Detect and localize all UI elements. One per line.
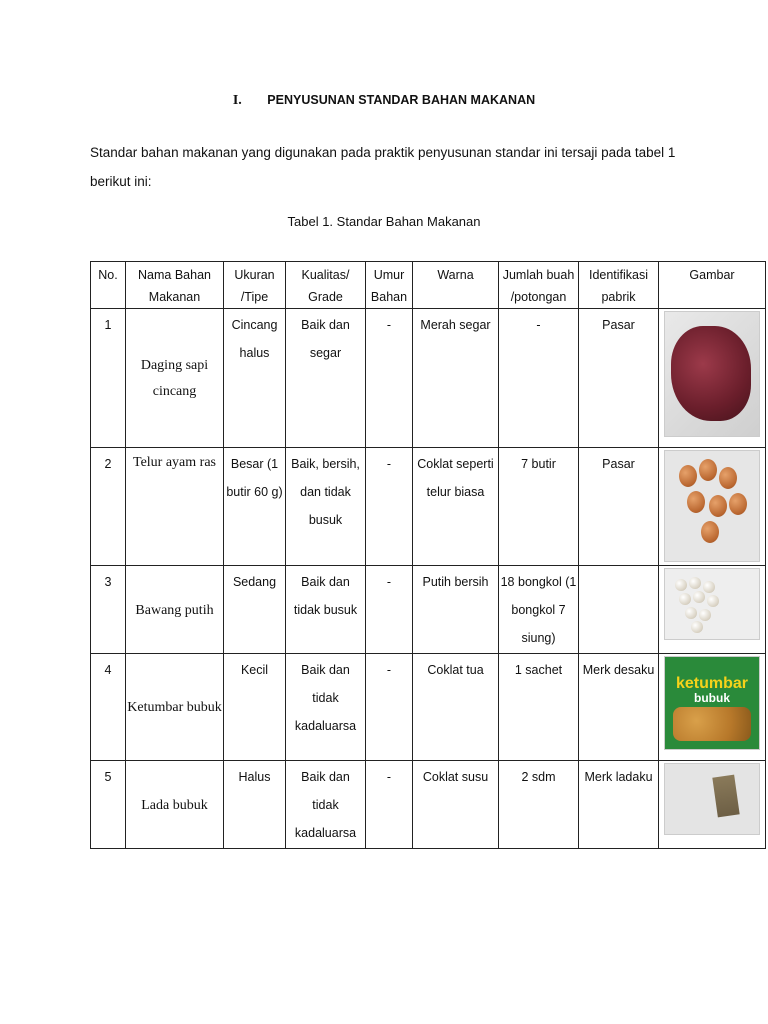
bag-of-eggs-photo [664, 450, 760, 562]
header-no: No. [91, 262, 126, 309]
intro-paragraph: Standar bahan makanan yang digunakan pada praktik penyusunan standar ini tersaji pada tabel 1 berikut ini: [90, 145, 676, 189]
cell-no: 4 [91, 654, 126, 761]
cell-pabrik: Merk desaku [579, 654, 659, 761]
cell-jumlah: 2 sdm [499, 761, 579, 849]
cell-jumlah: - [499, 309, 579, 448]
table-row [91, 309, 766, 448]
cell-umur: - [366, 448, 413, 566]
cell-gambar [659, 654, 766, 761]
cell-nama: Ketumbar bubuk [126, 654, 224, 761]
header-gambar: Gambar [659, 262, 766, 309]
sachet-type: bubuk [694, 691, 730, 705]
header-umur: Umur Bahan [366, 262, 413, 309]
bag-of-garlic-photo [664, 568, 760, 640]
cell-kualitas: Baik dan tidak busuk [286, 566, 366, 654]
cell-nama: Telur ayam ras [126, 448, 224, 566]
cell-pabrik: Pasar [579, 309, 659, 448]
section-heading [0, 93, 768, 109]
cell-nama: Bawang putih [126, 566, 224, 654]
cell-umur: - [366, 761, 413, 849]
cell-gambar [659, 309, 766, 448]
cell-no: 2 [91, 448, 126, 566]
cell-pabrik [579, 566, 659, 654]
header-jumlah: Jumlah buah /potongan [499, 262, 579, 309]
section-number: I. [232, 93, 242, 108]
cell-warna: Merah segar [413, 309, 499, 448]
food-standard-table [90, 261, 766, 849]
cell-ukuran: Sedang [224, 566, 286, 654]
header-pabrik: Identifikasi pabrik [579, 262, 659, 309]
cell-gambar [659, 566, 766, 654]
cell-warna: Putih bersih [413, 566, 499, 654]
cell-warna: Coklat susu [413, 761, 499, 849]
cell-ukuran: Cincang halus [224, 309, 286, 448]
cell-nama: Daging sapi cincang [126, 309, 224, 448]
cell-jumlah: 18 bongkol (1 bongkol 7 siung) [499, 566, 579, 654]
cell-nama: Lada bubuk [126, 761, 224, 849]
header-warna: Warna [413, 262, 499, 309]
cell-warna: Coklat seperti telur biasa [413, 448, 499, 566]
header-kualitas: Kualitas/ Grade [286, 262, 366, 309]
coriander-powder-sachet-photo [664, 656, 760, 750]
table-row [91, 448, 766, 566]
cell-warna: Coklat tua [413, 654, 499, 761]
cell-pabrik: Pasar [579, 448, 659, 566]
cell-pabrik: Merk ladaku [579, 761, 659, 849]
pepper-powder-packet-photo [664, 763, 760, 835]
cell-gambar [659, 761, 766, 849]
cell-umur: - [366, 654, 413, 761]
cell-no: 3 [91, 566, 126, 654]
bag-of-minced-beef-photo [664, 311, 760, 437]
cell-jumlah: 7 butir [499, 448, 579, 566]
cell-kualitas: Baik, bersih, dan tidak busuk [286, 448, 366, 566]
table-caption: Tabel 1. Standar Bahan Makanan [287, 214, 481, 229]
cell-umur: - [366, 309, 413, 448]
cell-ukuran: Kecil [224, 654, 286, 761]
table-header-row [91, 262, 766, 309]
cell-kualitas: Baik dan segar [286, 309, 366, 448]
cell-ukuran: Besar (1 butir 60 g) [224, 448, 286, 566]
cell-no: 5 [91, 761, 126, 849]
cell-gambar [659, 448, 766, 566]
cell-kualitas: Baik dan tidak kadaluarsa [286, 761, 366, 849]
table-row [91, 566, 766, 654]
section-title: PENYUSUNAN STANDAR BAHAN MAKANAN [267, 93, 536, 107]
table-row [91, 761, 766, 849]
cell-umur: - [366, 566, 413, 654]
cell-no: 1 [91, 309, 126, 448]
cell-ukuran: Halus [224, 761, 286, 849]
sachet-name: ketumbar [675, 675, 749, 692]
header-ukuran: Ukuran /Tipe [224, 262, 286, 309]
cell-jumlah: 1 sachet [499, 654, 579, 761]
header-nama: Nama Bahan Makanan [126, 262, 224, 309]
cell-kualitas: Baik dan tidak kadaluarsa [286, 654, 366, 761]
table-row [91, 654, 766, 761]
